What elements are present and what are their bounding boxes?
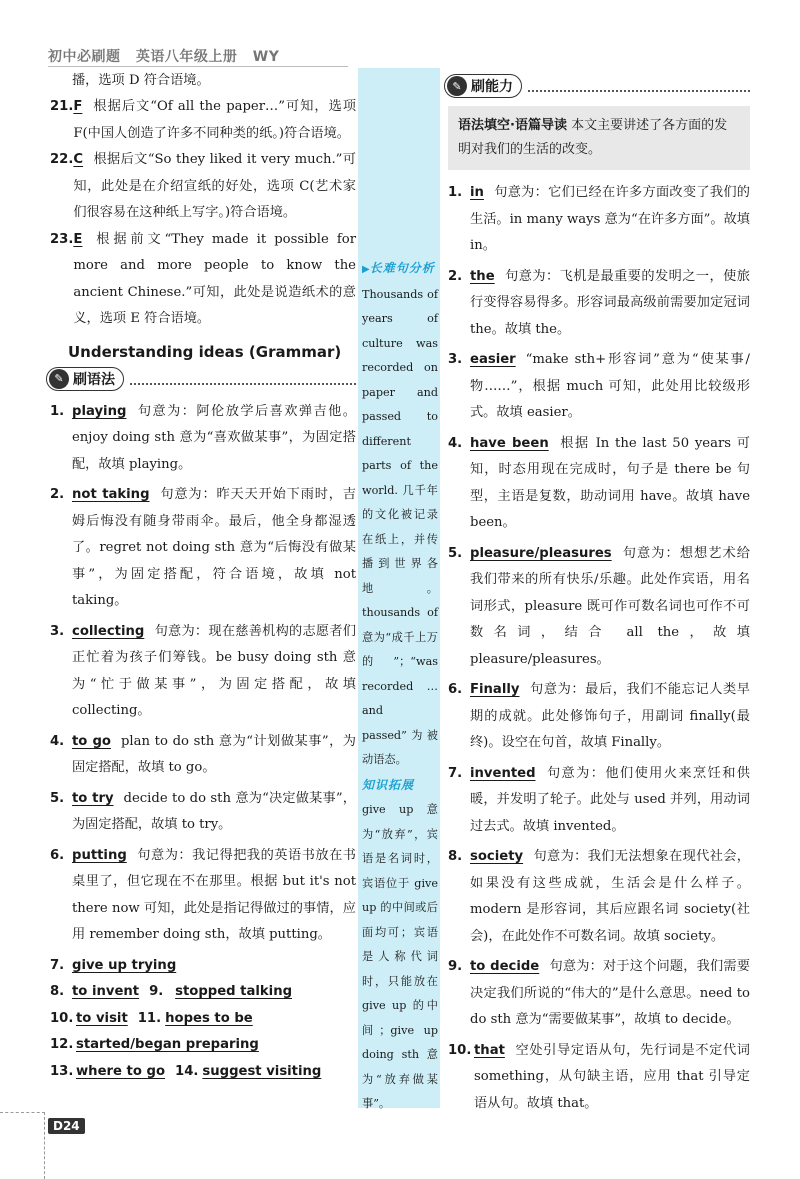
section-title: Understanding ideas (Grammar) xyxy=(68,342,342,361)
explanation: 空处引导定语从句，先行词是不定代词 something，从句缺主语，应用 that 引导定语从句。故填 that。 xyxy=(474,1042,750,1111)
answer-item xyxy=(448,1038,750,1118)
ability-badge-label: 刷能力 xyxy=(471,79,513,95)
answer: collecting xyxy=(72,623,145,639)
reading-answers xyxy=(50,94,356,333)
item-number: 8. xyxy=(50,984,65,999)
answer-item xyxy=(50,482,356,615)
item-number: 2. xyxy=(448,268,463,284)
explanation: 句意为：想想艺术给我们带来的所有快乐/乐趣。此处作宾语，用名词形式，pleasure 既可作可数名词也可作不可数名词，结合 all the，故填 pleasure/pleasures。 xyxy=(470,545,750,667)
sidebar-title-extension: 知识拓展 xyxy=(362,777,415,792)
answer: pleasure/pleasures xyxy=(470,545,612,561)
answer-item xyxy=(448,541,750,674)
answer-item xyxy=(448,844,750,950)
running-header xyxy=(48,46,289,66)
answer-item xyxy=(50,227,356,333)
cloze-answers xyxy=(448,180,750,1117)
pen-icon: ✎ xyxy=(447,76,467,96)
header-book: 初中必刷题 xyxy=(48,49,121,65)
item-number: 5. xyxy=(448,545,463,561)
explanation: 句意为：阿伦放学后喜欢弹吉他。enjoy doing sth 意为“喜欢做某事”，为固定搭配，故填 playing。 xyxy=(72,403,356,472)
sidebar-text-extension: give up 意为“放弃”，宾语是名词时，宾语位于 give up 的中间或后面均可；宾语是人称代词时，只能放在 give up 的中间；give up doing sth 意为“放弃做某事”。 xyxy=(362,803,438,1110)
explanation: 根据后文“Of all the paper…”可知，选项 F(中国人创造了许多不同种类的纸。)符合语境。 xyxy=(73,99,356,141)
answer: easier xyxy=(470,352,516,367)
answer-item xyxy=(448,347,750,427)
explanation: 句意为：它们已经在许多方面改变了我们的生活。in many ways 意为“在许多方面”。故填 in。 xyxy=(470,185,750,253)
item-number: 6. xyxy=(448,682,463,697)
explanation: 根据前文“They made it possible for more and more people to know the ancient Chinese.”可知，此处是说造纸术的意义，选项 E 符合语境。 xyxy=(73,231,356,326)
answer: playing xyxy=(72,403,127,419)
passage-lead-box xyxy=(448,106,750,170)
continuation-text: 播，选项 D 符合语境。 xyxy=(72,73,210,88)
answer: have been xyxy=(470,435,549,451)
answer: where to go xyxy=(76,1063,166,1079)
answer-item xyxy=(50,399,356,479)
item-number: 6. xyxy=(50,847,65,863)
triangle-icon: ▶ xyxy=(362,264,370,275)
short-answer-row xyxy=(50,1006,356,1033)
short-answer-row xyxy=(50,979,356,1006)
short-answer-row xyxy=(50,953,356,980)
answer: C xyxy=(73,152,84,167)
explanation: 根据 In the last 50 years 可知，时态用现在完成时，句子是 there be 句型，主语是复数，助动词用 have。故填 have been。 xyxy=(470,435,750,530)
sidebar-text-analysis: Thousands of years of culture was recorded on paper and passed to different parts of the world. 几千年的文化被记录在纸上，并传播到世界各地。thousands of 意为“成千上万的”；“was recorded … and passed”为被动语态。 xyxy=(362,287,438,766)
item-number: 2. xyxy=(50,487,65,502)
item-number: 13. xyxy=(50,1063,74,1079)
pen-icon: ✎ xyxy=(49,369,69,389)
answer: putting xyxy=(72,847,127,863)
answer-item xyxy=(448,677,750,757)
explanation: 句意为：昨天天开始下雨时，吉姆后悔没有随身带雨伞。最后，他全身都湿透了。regret not doing sth 意为“后悔没有做某事”，为固定搭配，符合语境，故填 not taking。 xyxy=(72,487,356,608)
item-number: 11. xyxy=(137,1010,162,1026)
explanation: 句意为：现在慈善机构的志愿者们正忙着为孩子们筹钱。be busy doing sth 意为“忙于做某事”，为固定搭配，故填 collecting。 xyxy=(72,623,356,718)
item-number: 21. xyxy=(50,99,74,114)
ability-badge-row xyxy=(444,74,750,98)
item-number: 23. xyxy=(50,231,74,247)
lead-text: 本文主要讲述了各方面的发明对我们的生活的改变。 xyxy=(458,118,728,157)
item-number: 5. xyxy=(50,790,65,806)
answer-item xyxy=(448,761,750,841)
answer: to invent xyxy=(72,984,140,999)
answer: to visit xyxy=(76,1010,128,1026)
answer-item xyxy=(50,843,356,949)
explanation: 根据后文“So they liked it very much.”可知，此处是在介绍宣纸的好处，选项 C(艺术家们很容易在这种纸上写字。)符合语境。 xyxy=(73,152,356,220)
answer: not taking xyxy=(72,487,150,502)
grammar-answers xyxy=(50,399,356,1086)
answer-item xyxy=(448,264,750,344)
grammar-badge xyxy=(46,367,124,391)
item-number: 1. xyxy=(448,185,463,200)
answer: the xyxy=(470,268,495,284)
sidebar-title-analysis: ▶长难句分析 xyxy=(362,261,435,275)
item-number: 4. xyxy=(448,435,463,451)
header-rule xyxy=(48,66,348,67)
answer: F xyxy=(73,99,83,114)
explanation: 句意为：最后，我们不能忘记人类早期的成就。此处修饰句子，用副词 finally(最终)。设空在句首，故填 Finally。 xyxy=(470,682,750,750)
item-number: 22. xyxy=(50,152,74,167)
right-column xyxy=(448,68,750,1117)
left-column xyxy=(50,68,356,1085)
item-number: 9. xyxy=(448,959,463,974)
header-edition: WY xyxy=(252,49,280,65)
dotted-rule xyxy=(528,80,750,92)
answer: society xyxy=(470,849,524,864)
grammar-badge-row xyxy=(46,367,356,391)
answer: E xyxy=(73,231,83,247)
answer-item xyxy=(448,954,750,1034)
grammar-badge-label: 刷语法 xyxy=(73,371,115,388)
item-number: 3. xyxy=(50,623,65,639)
answer-item xyxy=(448,180,750,260)
answer: that xyxy=(474,1042,505,1058)
lead-tag: 语法填空·语篇导读 xyxy=(458,118,567,133)
answer-item xyxy=(50,619,356,725)
answer-item xyxy=(50,786,356,839)
answer: started/began preparing xyxy=(76,1037,259,1052)
item-number: 10. xyxy=(448,1042,472,1058)
answer-item xyxy=(50,147,356,227)
header-subject: 英语八年级上册 xyxy=(135,49,238,65)
short-answer-row xyxy=(50,1059,356,1086)
explanation: “make sth+形容词”意为“使某事/物……”，根据 much 可知，此处用比较级形式。故填 easier。 xyxy=(470,352,750,420)
item-number: 9. xyxy=(149,984,164,999)
item-number: 3. xyxy=(448,352,463,367)
answer: to decide xyxy=(470,959,540,974)
answer: to go xyxy=(72,733,111,749)
item-number: 1. xyxy=(50,403,65,419)
explanation: decide to do sth 意为“决定做某事”，为固定搭配，故填 to try。 xyxy=(72,790,356,832)
answer-item xyxy=(50,729,356,782)
answer: hopes to be xyxy=(165,1010,253,1026)
item-number: 4. xyxy=(50,733,65,749)
item-number: 7. xyxy=(448,765,463,781)
notes-sidebar xyxy=(358,68,440,1108)
item-number: 8. xyxy=(448,849,463,864)
answer: invented xyxy=(470,765,536,781)
explanation: 句意为：我们无法想象在现代社会，如果没有这些成就，生活会是什么样子。modern 是形容词，其后应跟名词 society(社会)，在此处作不可数名词。故填 society。 xyxy=(470,849,750,944)
explanation: 句意为：我记得把我的英语书放在书桌里了，但它现在不在那里。根据 but it's not there now 可知，此处是指记得做过的事情，应用 remember doing sth，故填 putting。 xyxy=(72,847,356,942)
answer: Finally xyxy=(470,682,520,697)
explanation: 句意为：对于这个问题，我们需要决定我们所说的“伟大的”是什么意思。need to do sth 意为“需要做某事”，故填 to decide。 xyxy=(470,959,751,1027)
explanation: plan to do sth 意为“计划做某事”，为固定搭配，故填 to go。 xyxy=(72,733,356,775)
answer: give up trying xyxy=(72,957,177,973)
dotted-rule xyxy=(130,373,356,385)
explanation: 句意为：他们使用火来烹饪和供暖，并发明了轮子。此处与 used 并列，用动词过去式。故填 invented。 xyxy=(470,765,750,834)
item-number: 14. xyxy=(175,1063,199,1079)
page-corner-mark xyxy=(0,1112,45,1179)
item-number: 12. xyxy=(50,1037,74,1052)
ability-badge xyxy=(444,74,522,98)
answer-item xyxy=(50,94,356,147)
item-number: 10. xyxy=(50,1010,74,1026)
answer: in xyxy=(470,185,484,200)
page-number: D24 xyxy=(48,1118,85,1134)
answer: stopped talking xyxy=(175,984,293,999)
short-answer-row xyxy=(50,1032,356,1059)
answer: suggest visiting xyxy=(202,1063,322,1079)
answer: to try xyxy=(72,790,114,806)
answer-item xyxy=(448,431,750,537)
item-number: 7. xyxy=(50,957,65,973)
explanation: 句意为：飞机是最重要的发明之一，使旅行变得容易得多。形容词最高级前需要加定冠词 the。故填 the。 xyxy=(470,268,750,337)
